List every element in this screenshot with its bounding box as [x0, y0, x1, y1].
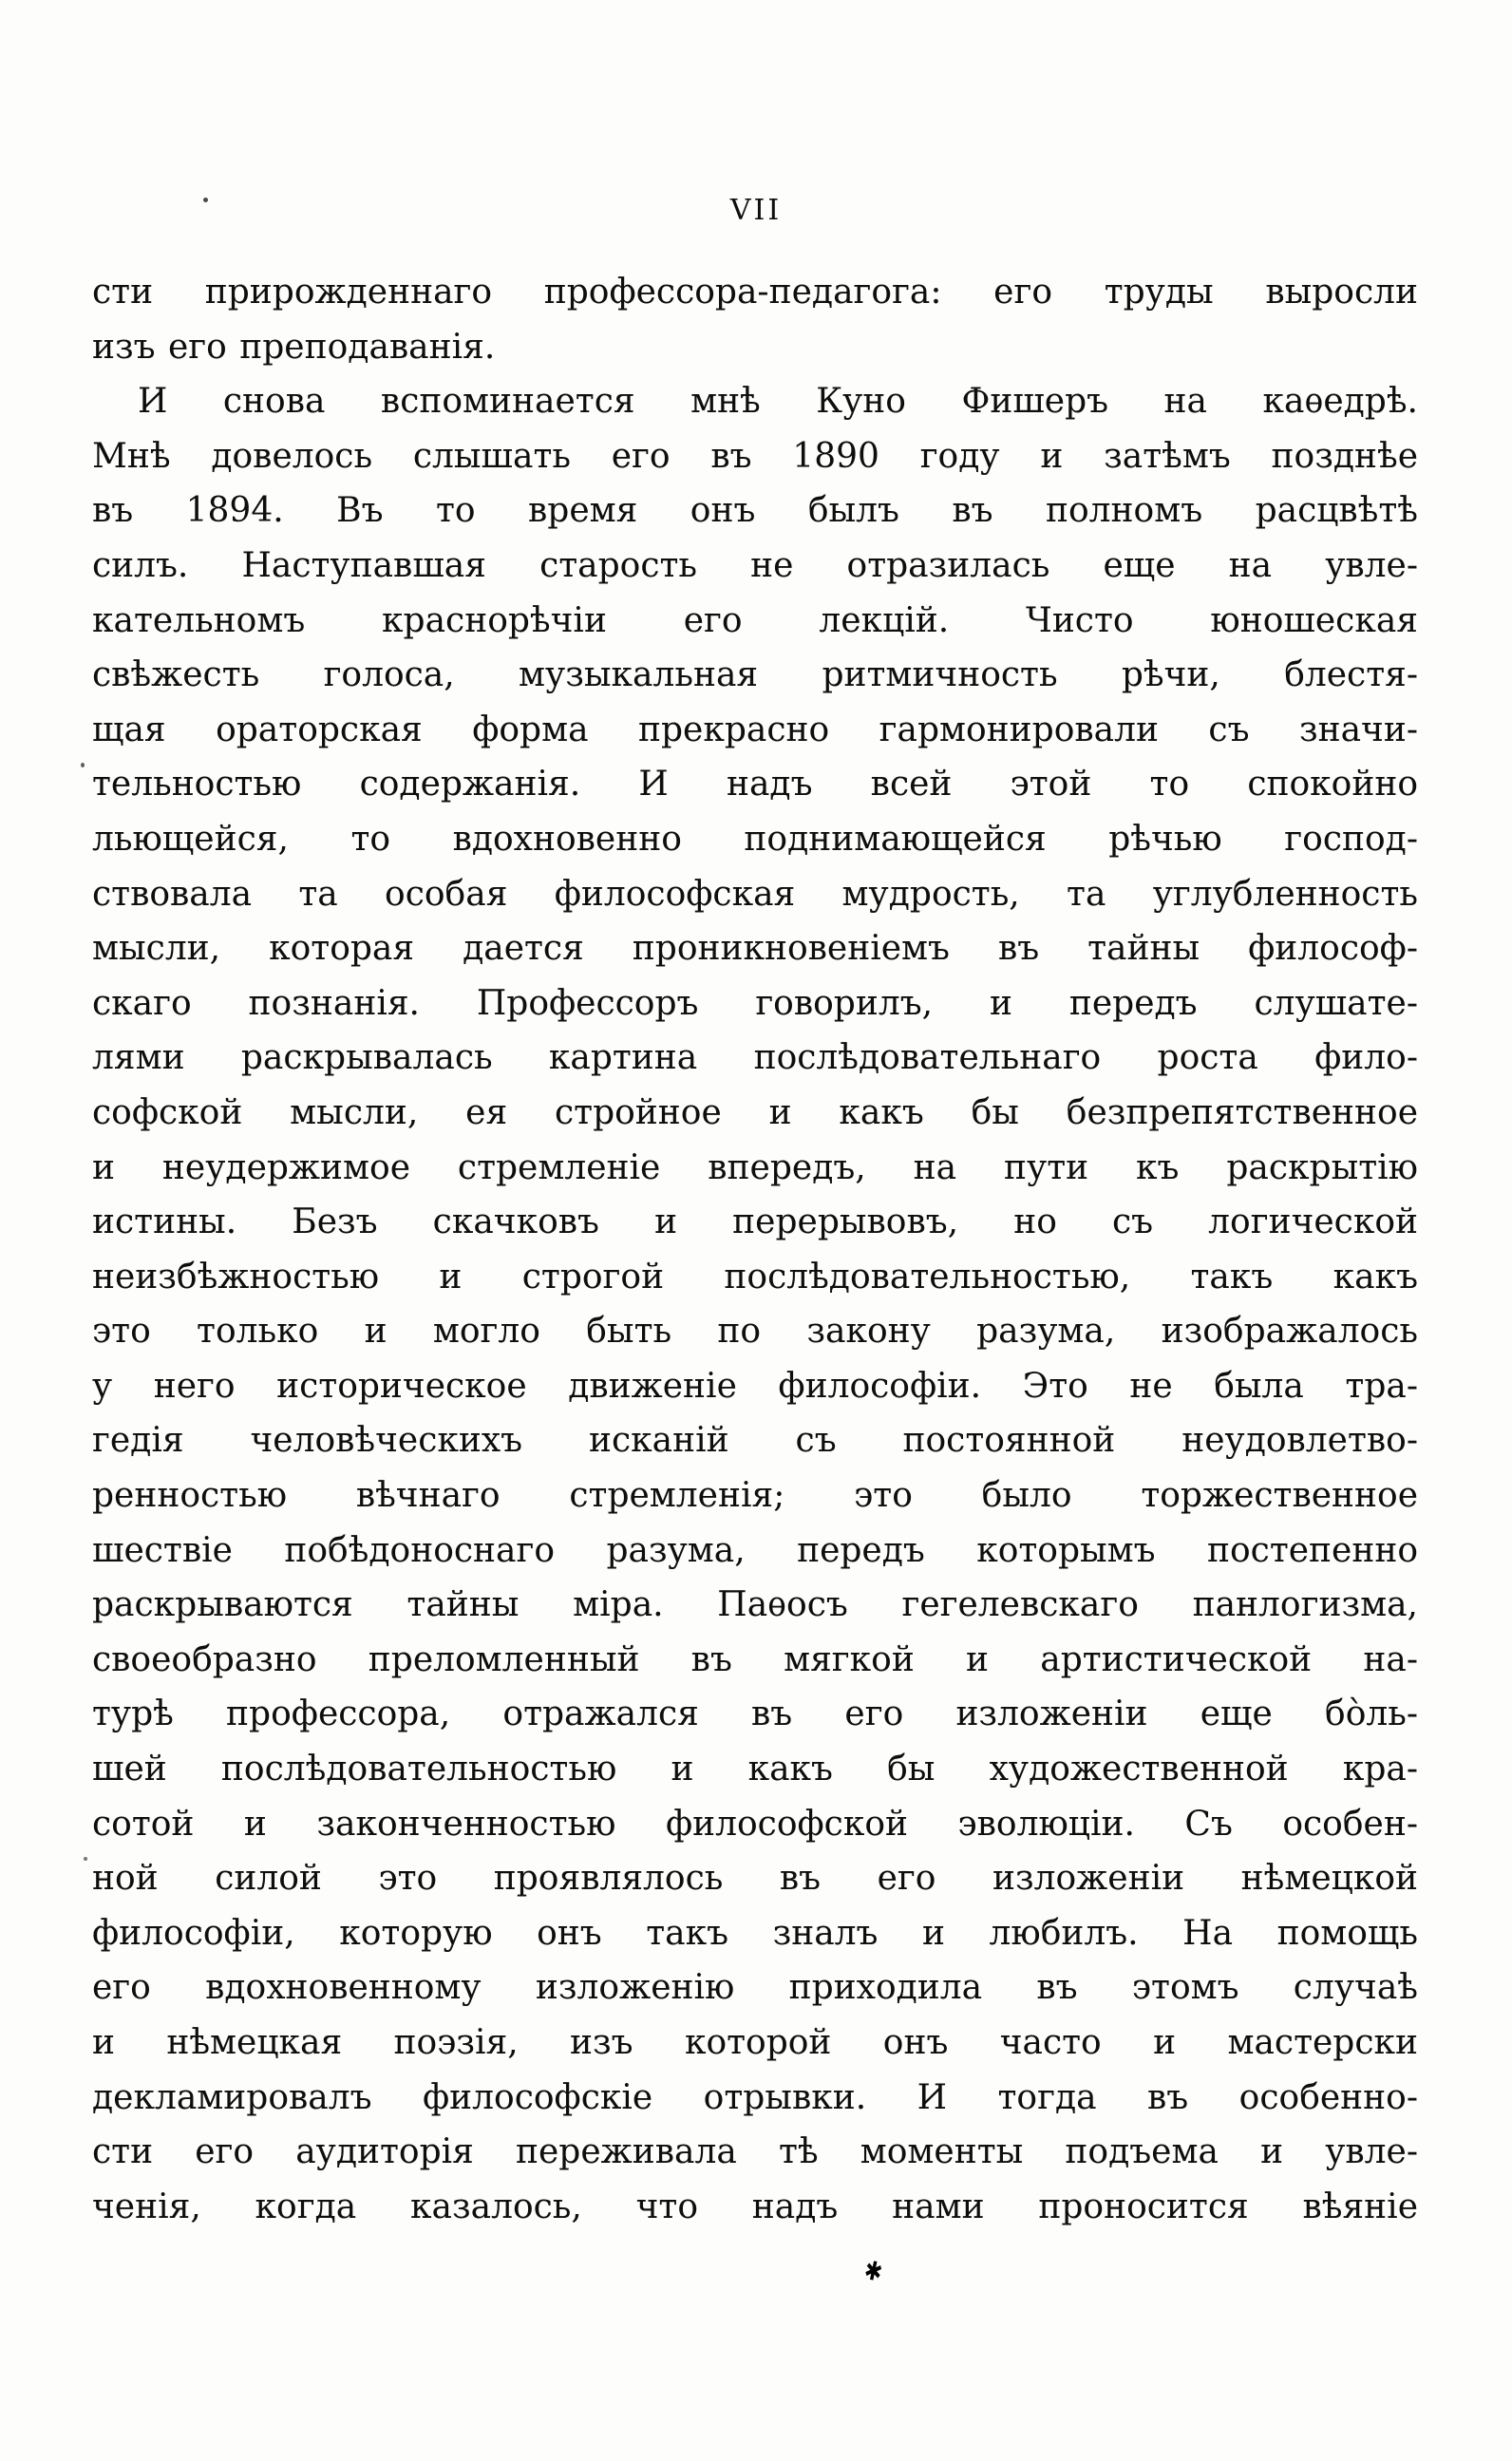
text-line: кательномъ краснорѣчіи его лекцій. Чисто юношеская	[92, 600, 1418, 640]
text-line: мысли, которая дается проникновеніемъ въ тайны философ-	[92, 929, 1418, 969]
text-line: льющейся, то вдохновенно поднимающейся рѣчью господ-	[92, 819, 1418, 859]
text-line: раскрываются тайны міра. Паѳосъ гегелевскаго панлогизма,	[92, 1585, 1418, 1625]
text-line: лями раскрывалась картина послѣдовательнаго роста фило-	[92, 1038, 1418, 1078]
text-line: ченія, когда казалось, что надъ нами проносится вѣяніе	[92, 2187, 1418, 2226]
text-line: сти прирожденнаго профессора-педагога: его труды выросли	[92, 273, 1418, 312]
text-line: тельностью содержанія. И надъ всей этой то спокойно	[92, 765, 1418, 805]
text-line: свѣжесть голоса, музыкальная ритмичность рѣчи, блестя-	[92, 655, 1418, 695]
text-line: гедія человѣческихъ исканій съ постоянной неудовлетво-	[92, 1421, 1418, 1461]
text-line: ной силой это проявлялось въ его изложеніи нѣмецкой	[92, 1859, 1418, 1899]
text-line: сотой и законченностью философской эволюціи. Съ особен-	[92, 1804, 1418, 1844]
scan-speck	[203, 198, 208, 202]
text-line: щая ораторская форма прекрасно гармонировали съ значи-	[92, 710, 1418, 749]
text-line: сти его аудиторія переживала тѣ моменты подъема и увле-	[92, 2132, 1418, 2172]
text-line: своеобразно преломленный въ мягкой и артистической на-	[92, 1639, 1418, 1679]
text-line: софской мысли, ея стройное и какъ бы безпрепятственное	[92, 1092, 1418, 1132]
text-line: скаго познанія. Профессоръ говорилъ, и передъ слушате-	[92, 983, 1418, 1023]
text-line: ренностью вѣчнаго стремленія; это было торжественное	[92, 1476, 1418, 1516]
text-line: неизбѣжностью и строгой послѣдовательностью, такъ какъ	[92, 1257, 1418, 1297]
text-line: шей послѣдовательностью и какъ бы художественной кра-	[92, 1750, 1418, 1789]
text-block	[92, 265, 1418, 2234]
text-line: и нѣмецкая поэзія, изъ которой онъ часто и мастерски	[92, 2023, 1418, 2062]
text-line: это только и могло быть по закону разума, изображалось	[92, 1312, 1418, 1352]
text-line: истины. Безъ скачковъ и перерывовъ, но съ логической	[92, 1202, 1418, 1242]
text-line: И снова вспоминается мнѣ Куно Фишеръ на каѳедрѣ.	[138, 382, 1418, 422]
text-line: шествіе побѣдоноснаго разума, передъ которымъ постепенно	[92, 1530, 1418, 1570]
text-line: и неудержимое стремленіе впередъ, на пути къ раскрытію	[92, 1147, 1418, 1187]
text-line: турѣ профессора, отражался въ его изложеніи еще бо̀ль-	[92, 1694, 1418, 1734]
ink-mark: ✱	[861, 2256, 885, 2289]
text-line: изъ его преподаванія.	[92, 327, 496, 367]
scan-speck	[81, 763, 85, 767]
page-number: VII	[729, 194, 783, 227]
text-line: силъ. Наступавшая старость не отразилась еще на увле-	[92, 545, 1418, 585]
text-line: Мнѣ довелось слышать его въ 1890 году и затѣмъ позднѣе	[92, 436, 1418, 476]
text-line: у него историческое движеніе философіи. Это не была тра-	[92, 1366, 1418, 1406]
scan-speck	[84, 1857, 87, 1861]
text-line: его вдохновенному изложенію приходила въ этомъ случаѣ	[92, 1968, 1418, 2008]
text-line: декламировалъ философскіе отрывки. И тогда въ особенно-	[92, 2077, 1418, 2117]
text-line: ствовала та особая философская мудрость, та углубленность	[92, 874, 1418, 914]
text-line: философіи, которую онъ такъ зналъ и любилъ. На помощь	[92, 1913, 1418, 1953]
text-line: въ 1894. Въ то время онъ былъ въ полномъ расцвѣтѣ	[92, 491, 1418, 531]
